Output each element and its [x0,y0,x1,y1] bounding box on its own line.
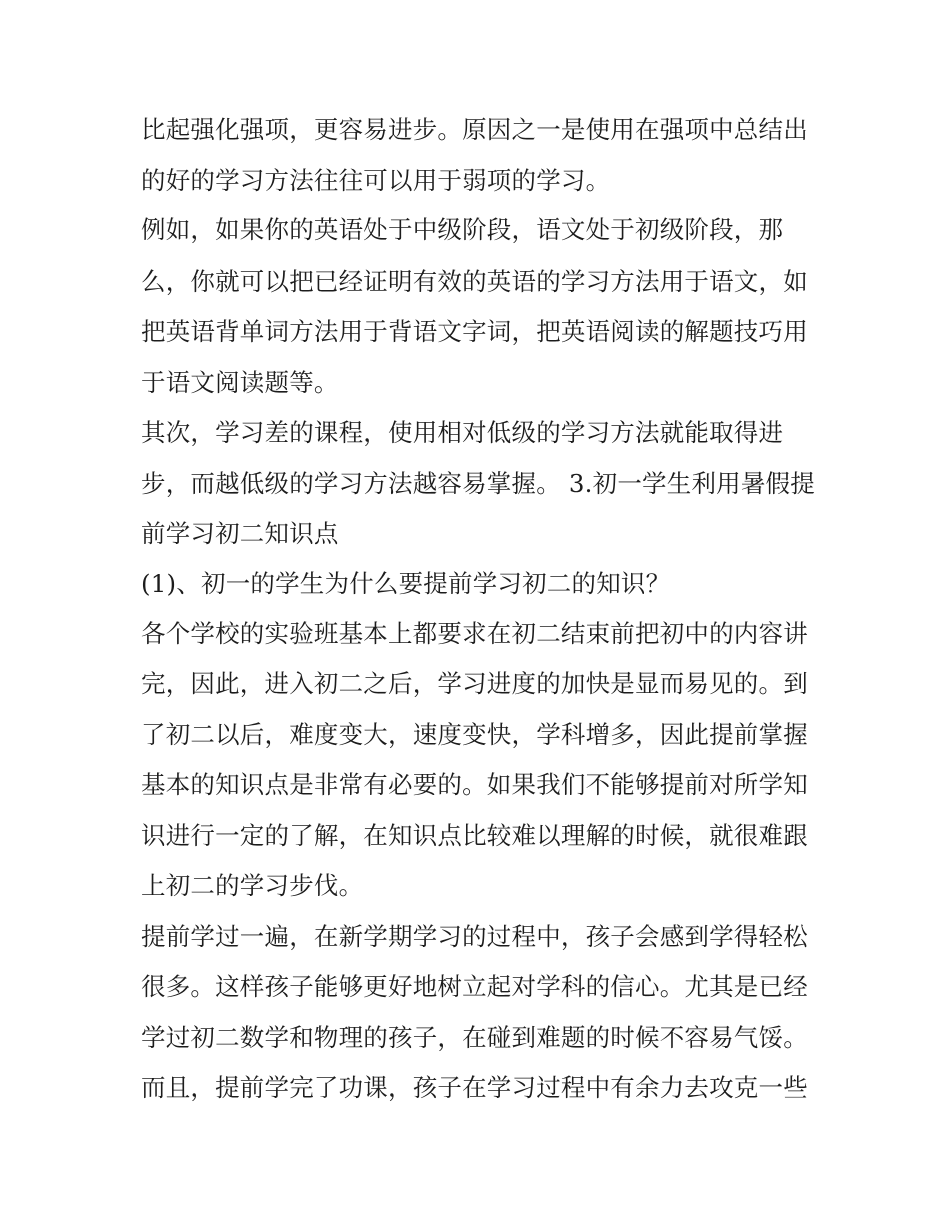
text-line: 例如，如果你的英语处于中级阶段，语文处于初级阶段，那 [141,215,784,244]
text-line: 学过初二数学和物理的孩子，在碰到难题的时候不容易气馁。 [141,1023,808,1052]
text-line: 基本的知识点是非常有必要的。如果我们不能够提前对所学知 [141,770,808,799]
text-line: 的好的学习方法往往可以用于弱项的学习。 [141,166,611,195]
text-line: 把英语背单词方法用于背语文字词，把英语阅读的解题技巧用 [141,317,808,346]
text-line: 前学习初二知识点 [141,519,339,548]
text-line: 很多。这样孩子能够更好地树立起对学科的信心。尤其是已经 [141,972,808,1001]
text-line: 上初二的学习步伐。 [141,871,364,900]
text-line: 提前学过一遍，在新学期学习的过程中，孩子会感到学得轻松 [141,922,808,951]
text-line: 识进行一定的了解，在知识点比较难以理解的时候，就很难跟 [141,821,808,850]
text-line: 了初二以后，难度变大，速度变快，学科增多，因此提前掌握 [141,720,808,749]
text-line: 而且，提前学完了功课，孩子在学习过程中有余力去攻克一些 [141,1073,808,1102]
text-line: 比起强化强项，更容易进步。原因之一是使用在强项中总结出 [141,115,808,144]
text-line: 各个学校的实验班基本上都要求在初二结束前把初中的内容讲 [141,619,808,648]
text-line: (1)、初一的学生为什么要提前学习初二的知识？ [141,569,671,598]
text-line: 么，你就可以把已经证明有效的英语的学习方法用于语文，如 [141,267,808,296]
text-line: 步，而越低级的学习方法越容易掌握。 3.初一学生利用暑假提 [141,469,815,498]
text-line: 完，因此，进入初二之后，学习进度的加快是显而易见的。到 [141,669,808,698]
text-line: 于语文阅读题等。 [141,368,339,397]
text-line: 其次，学习差的课程，使用相对低级的学习方法就能取得进 [141,418,784,447]
